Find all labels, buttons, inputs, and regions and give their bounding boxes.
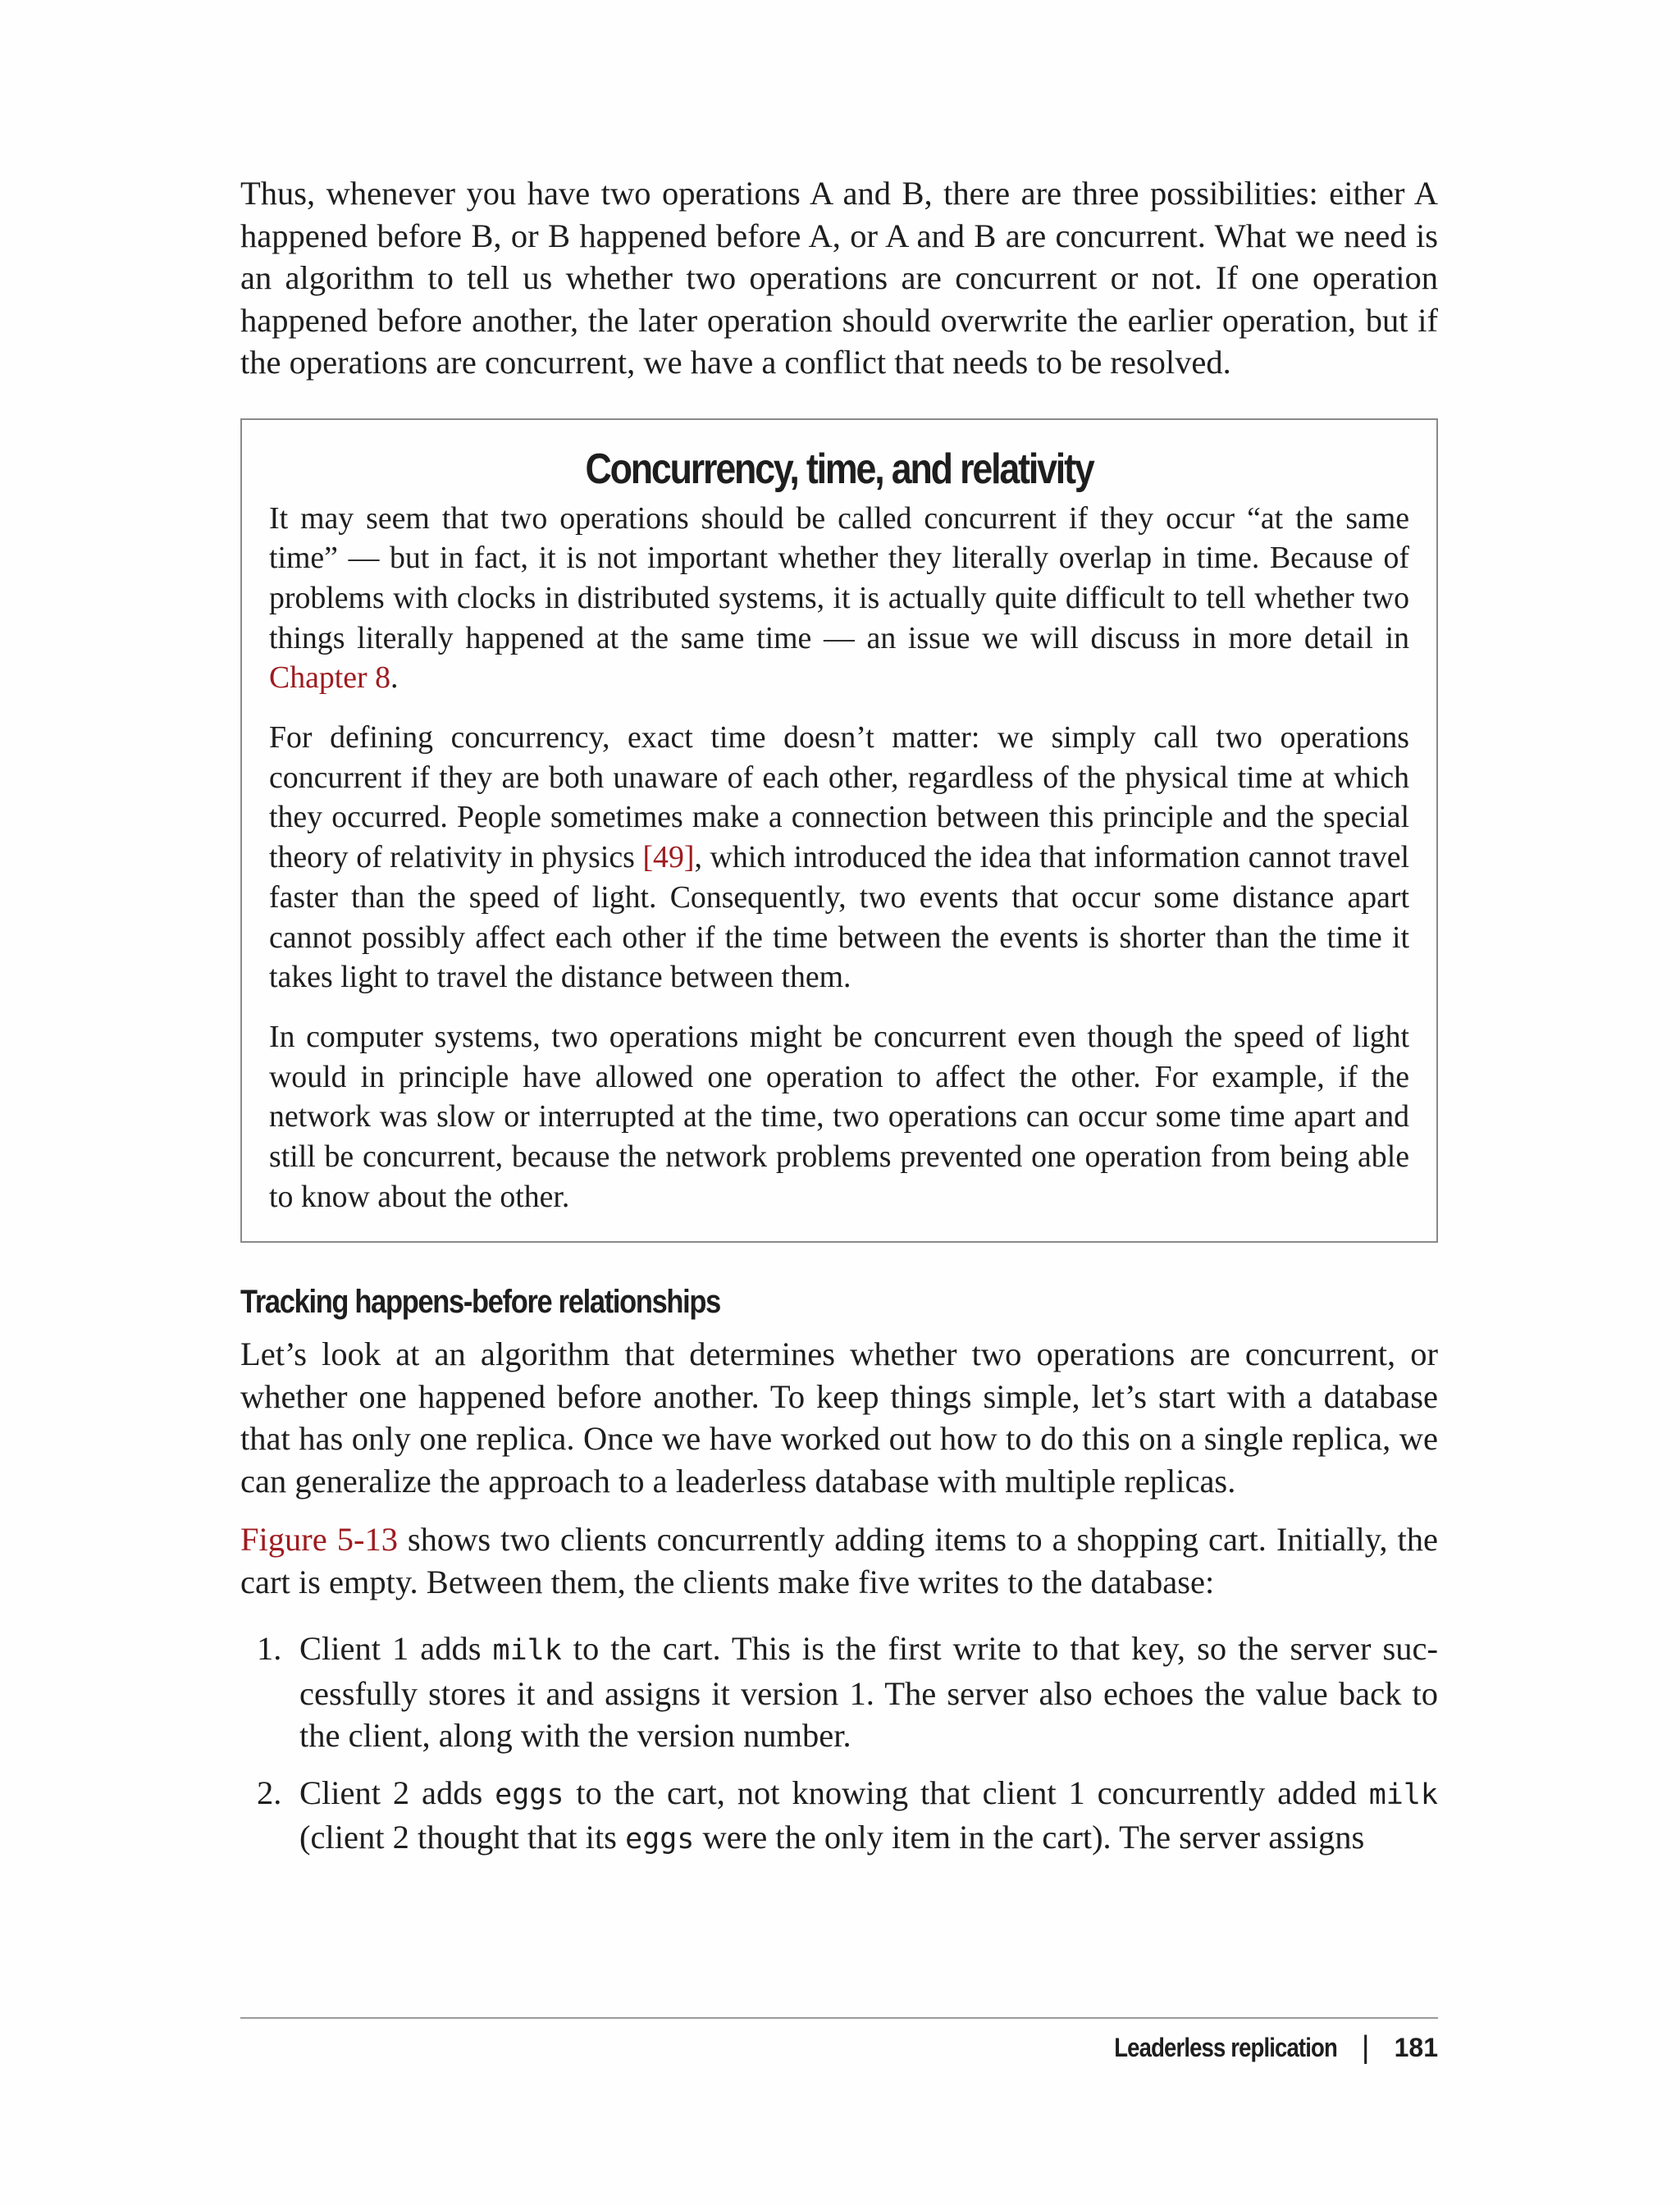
code-milk: milk (492, 1634, 562, 1668)
page-number: 181 (1394, 2033, 1438, 2062)
section-heading: Tracking happens-before relationships (240, 1284, 721, 1321)
footer-divider (240, 2017, 1438, 2019)
sidebar-box (240, 418, 1438, 1244)
list-text: Client 2 adds (299, 1774, 495, 1811)
code-eggs: eggs (495, 1778, 564, 1811)
reference-49-link[interactable]: [49] (642, 840, 695, 875)
sidebar-p2-end: , which introduced the idea that information cannot travel faster than the speed of light. Consequently, two events that occur some distance apart cannot possibly affect each other if the time between the events is shorter than the time it takes light to travel the distance between them. (269, 840, 1409, 995)
footer-section-title: Leaderless replication (1114, 2033, 1337, 2062)
list-text: to the cart. This is the first write to that key, so the server successfully stores it and assigns it version 1. The server also echoes the value back to the client, along with the version number. (299, 1630, 1438, 1755)
list-text: to the cart, not knowing that client 1 concurrently added (564, 1774, 1369, 1811)
sidebar-paragraph-1 (269, 499, 1409, 699)
list-text: were the only item in the cart). The server assigns (694, 1819, 1365, 1856)
chapter-8-link[interactable]: Chapter 8 (269, 660, 390, 696)
sidebar-p2-text: For defining concurrency, exact time doesn’t matter: we simply call two operations concurrent if they are both unaware of each other, regardless of the physical time at which they occurred. People sometimes make a connection between this principle and the special theory of relativity in physics (269, 720, 1409, 875)
code-milk: milk (1368, 1778, 1438, 1811)
write-steps-list (240, 1628, 1438, 1861)
list-number: 2. (257, 1774, 282, 1811)
page-content (240, 172, 1438, 1876)
list-text: (client 2 thought that its (299, 1819, 626, 1856)
section-p2-text: shows two clients concurrently adding items to a shopping cart. Initially, the cart is empty. Between them, the clients make five writes to the database: (240, 1521, 1438, 1600)
sidebar-title: Concurrency, time, and relativity (585, 445, 1093, 493)
list-item (240, 1772, 1438, 1861)
intro-paragraph: Thus, whenever you have two operations A and B, there are three possibilities: either A happened before B, or B happened before A, or A and B are concurrent. What we need is an algorithm to tell us whether two operations are concurrent or not. If one operation happened before another, the later operation should overwrite the earlier operation, but if the operations are concurrent, we have a conflict that needs to be resolved. (240, 175, 1438, 381)
sidebar-paragraph-2 (269, 718, 1409, 998)
section-paragraph-2 (240, 1518, 1438, 1603)
list-number: 1. (257, 1630, 282, 1668)
section-paragraph-1: Let’s look at an algorithm that determines whether two operations are concurrent, or whether one happened before another. To keep things simple, let’s start with a database that has only one replica. Once we have worked out how to do this on a single replica, we can generalize the approach to a leaderless database with multiple replicas. (240, 1335, 1438, 1500)
sidebar-paragraph-3: In computer systems, two operations might be concurrent even though the speed of light would in principle have allowed one operation to affect the other. For example, if the network was slow or interrupted at the time, two operations can occur some time apart and still be concurrent, because the network problems prevented one operation from being able to know about the other. (269, 1019, 1409, 1214)
page-footer (1078, 2031, 1438, 2064)
footer-separator: | (1361, 2030, 1370, 2065)
sidebar-p1-text: It may seem that two operations should be called concurrent if they occur “at the same time” — but in fact, it is not important whether they literally overlap in time. Because of problems with clocks in distributed systems, it is actually quite difficult to tell whether two things literally happened at the same time — an issue we will discuss in more detail in (269, 500, 1409, 655)
list-text: Client 1 adds (299, 1630, 493, 1668)
sidebar-p1-end: . (390, 660, 399, 696)
code-eggs: eggs (625, 1823, 695, 1856)
figure-5-13-link[interactable]: Figure 5-13 (240, 1521, 398, 1559)
list-item (240, 1628, 1438, 1757)
